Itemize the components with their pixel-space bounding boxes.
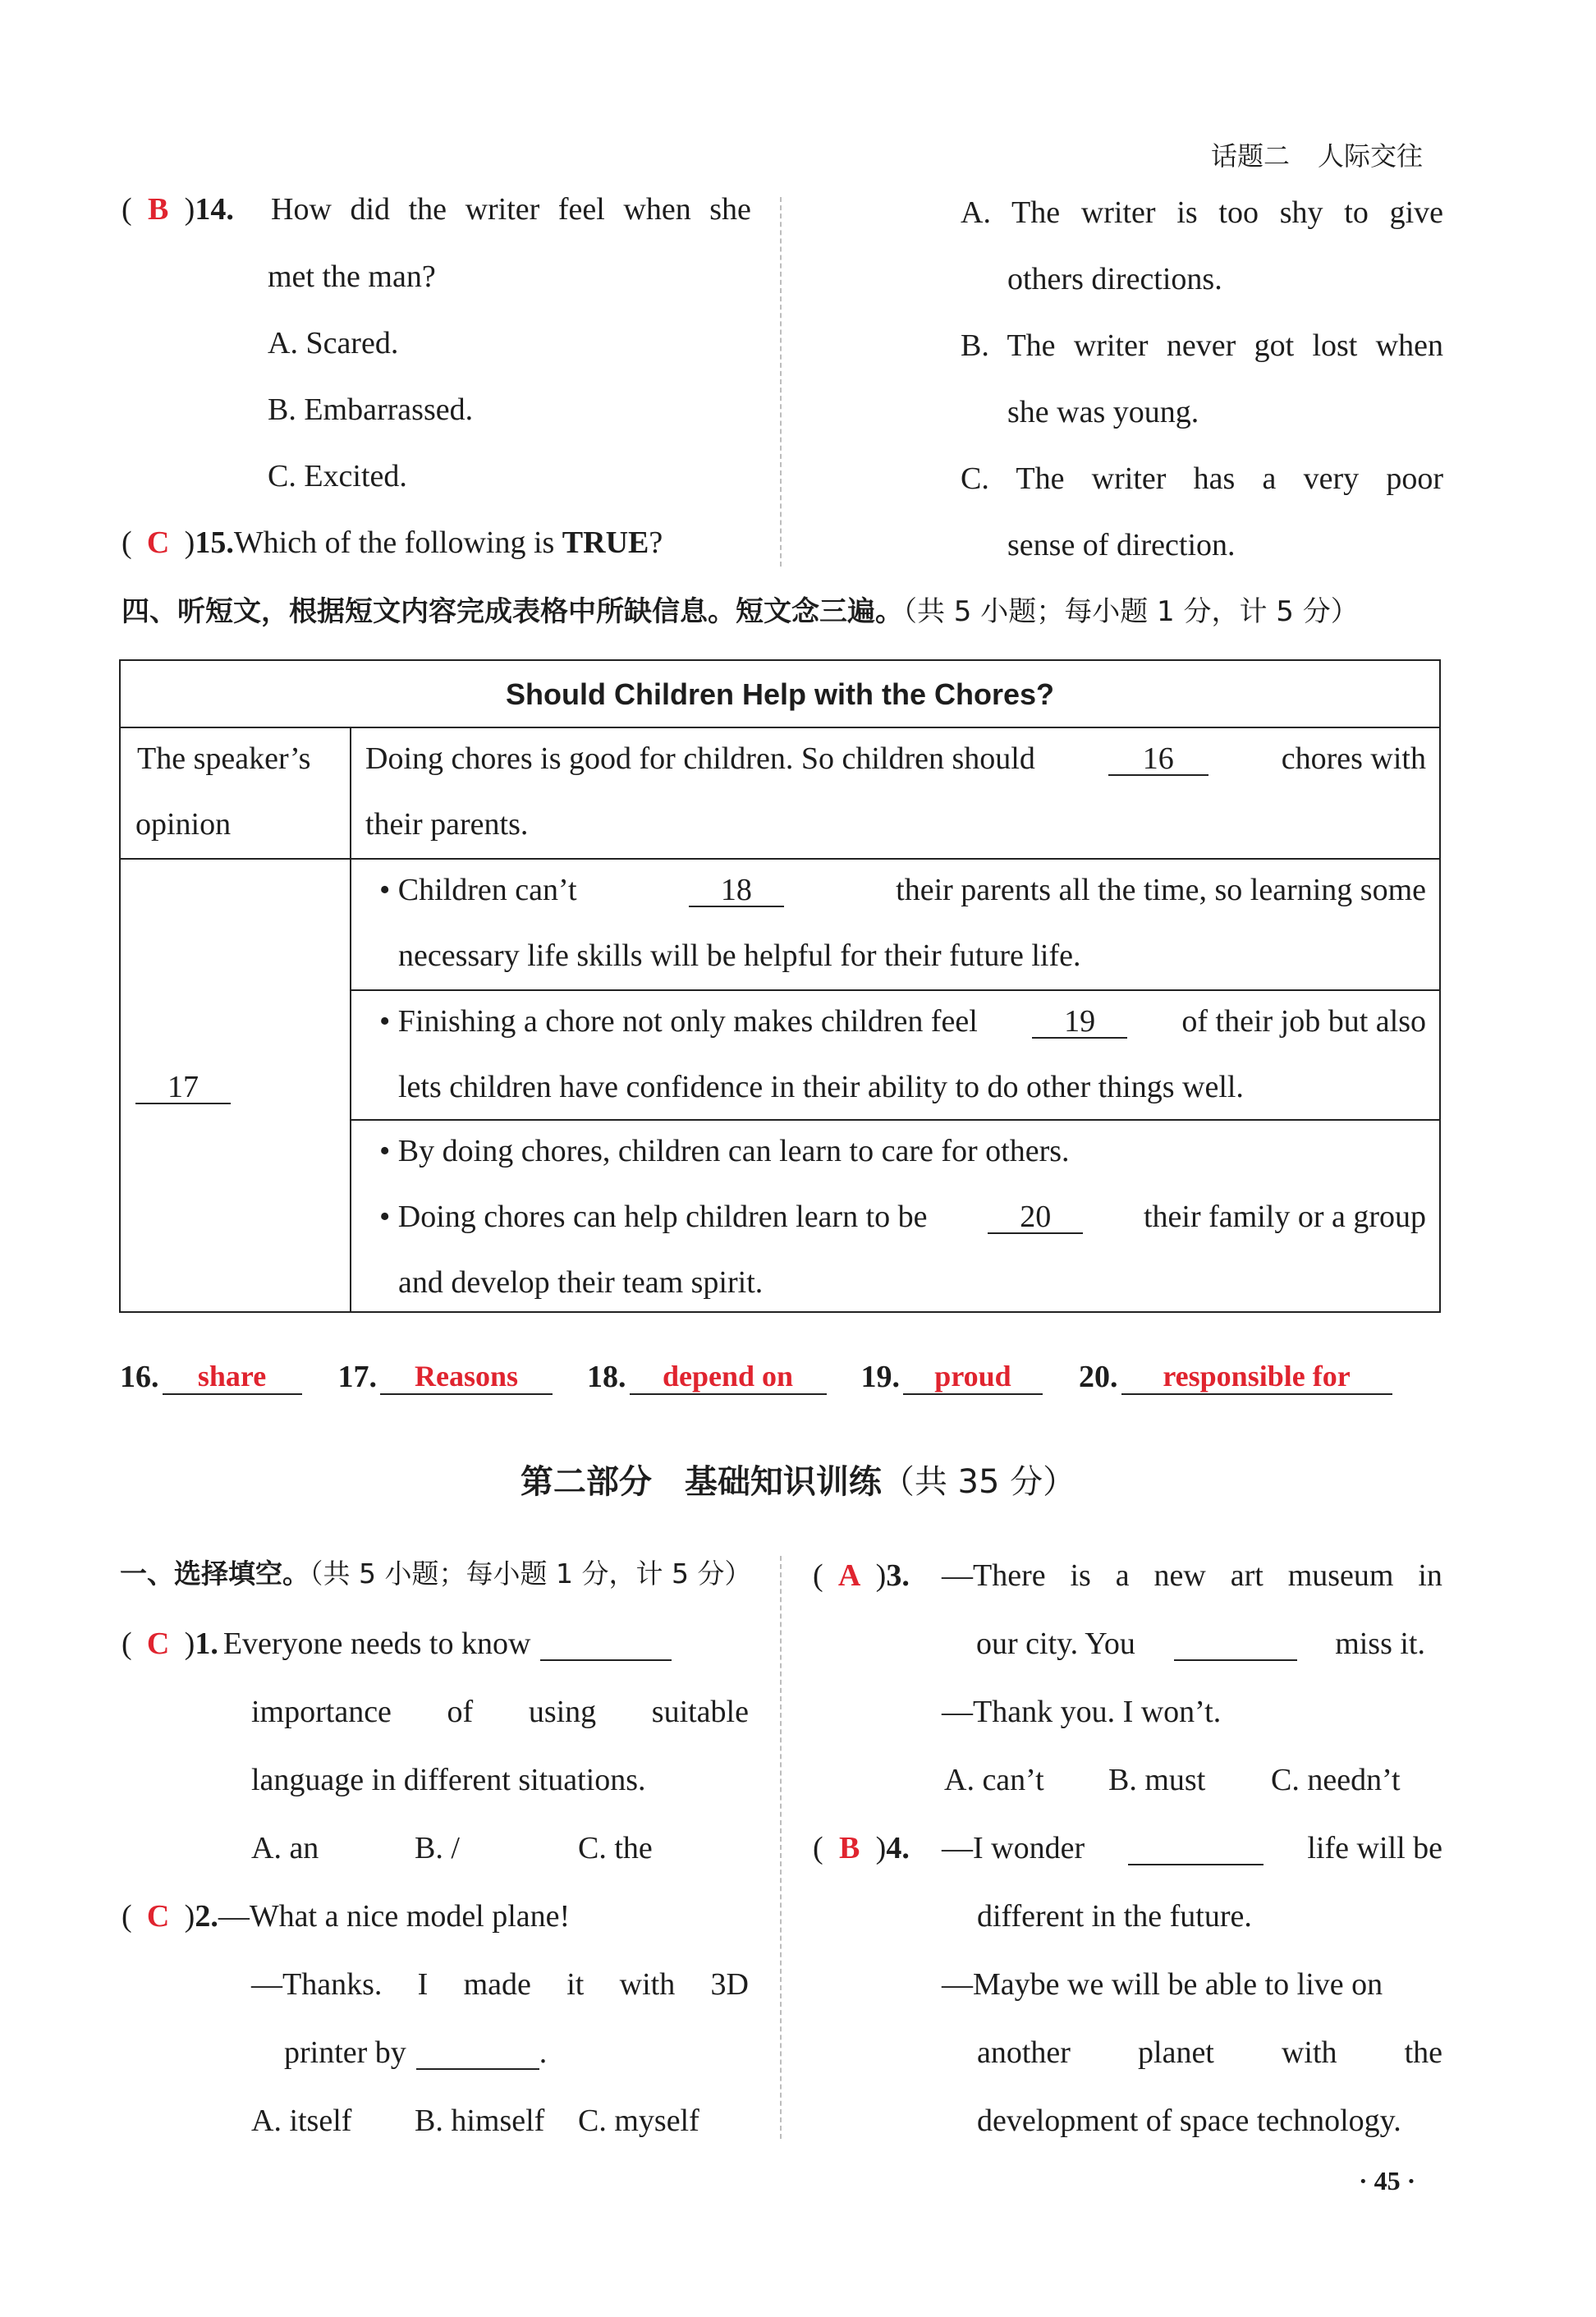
table-title: Should Children Help with the Chores? xyxy=(505,677,1054,711)
running-header xyxy=(1211,140,1424,172)
q14-stem-line1: How did the writer feel when she xyxy=(271,192,751,227)
q3-option-c: C. needn’t xyxy=(1271,1763,1401,1797)
q15-option-a-line2: others directions. xyxy=(1007,262,1222,296)
q15-option-b-line2: she was young. xyxy=(1007,395,1199,429)
q1-line3: language in different situations. xyxy=(251,1763,646,1797)
reason3-line2: • Doing chores can help children learn to be 20 their family or a group xyxy=(379,1200,1426,1234)
q2-option-c: C. myself xyxy=(578,2104,699,2138)
blank-16: 16 xyxy=(1108,743,1208,776)
q4-line2: different in the future. xyxy=(977,1899,1252,1934)
q3-line1: —There is a new art museum in xyxy=(942,1558,1442,1593)
answer-3: A xyxy=(837,1558,861,1593)
answer-19: proud xyxy=(903,1359,1043,1395)
q1-option-b: B. / xyxy=(415,1831,460,1865)
answer-17: Reasons xyxy=(380,1359,553,1395)
answer-20: responsible for xyxy=(1121,1359,1392,1395)
column-divider-top xyxy=(780,197,782,567)
q15-option-b-line1: B. The writer never got lost when xyxy=(961,328,1443,363)
question-14: ( B )14. xyxy=(122,192,234,227)
answer-1: C xyxy=(146,1626,170,1661)
q4-line1: —I wonder life will be xyxy=(942,1831,1442,1865)
table-rule xyxy=(121,858,1439,860)
q15-option-c-line1: C. The writer has a very poor xyxy=(961,461,1443,496)
opinion-label-line2: opinion xyxy=(135,807,232,842)
reason2-line2: lets children have confidence in their ability to do other things well. xyxy=(398,1070,1244,1104)
blank-17: 17 xyxy=(135,1071,231,1104)
blank-18: 18 xyxy=(689,874,784,907)
answer-16: share xyxy=(163,1359,302,1395)
q1-option-c: C. the xyxy=(578,1831,653,1865)
q2-option-b: B. himself xyxy=(415,2104,545,2138)
q4-blank xyxy=(1128,1833,1264,1865)
chores-table xyxy=(119,659,1441,1313)
q2-line2: —Thanks. I made it with 3D xyxy=(251,1967,749,2002)
opinion-text-line2: their parents. xyxy=(365,807,529,842)
table-rule xyxy=(121,727,1439,728)
q14-option-a: A. Scared. xyxy=(268,326,399,360)
q3-option-a: A. can’t xyxy=(944,1763,1044,1797)
blank-19: 19 xyxy=(1032,1006,1127,1039)
table-rule xyxy=(350,727,351,1311)
q2-blank xyxy=(416,2037,539,2070)
reason1-line1: • Children can’t 18 their parents all the time, so learning some xyxy=(379,873,1426,907)
blank-20: 20 xyxy=(988,1201,1083,1234)
q3-line2: our city. You miss it. xyxy=(976,1626,1425,1661)
question-15: ( C )15.Which of the following is TRUE? xyxy=(122,525,663,560)
q1-line2: importance of using suitable xyxy=(251,1695,749,1729)
q2-option-a: A. itself xyxy=(251,2104,352,2138)
question-1: ( C )1. Everyone needs to know xyxy=(122,1628,672,1661)
reasons-label xyxy=(135,1071,231,1104)
column-divider-bottom xyxy=(780,1556,782,2139)
answer-key: 16. share 17. Reasons 18. depend on 19. proud 20. responsible for xyxy=(120,1359,1458,1395)
answer-18: depend on xyxy=(630,1359,827,1395)
reason2-line1: • Finishing a chore not only makes children feel 19 of their job but also xyxy=(379,1004,1426,1039)
header-topic: 话题二 xyxy=(1211,140,1291,172)
q14-option-b: B. Embarrassed. xyxy=(268,392,474,427)
q2-line3: printer by . xyxy=(284,2035,548,2070)
table-rule xyxy=(350,989,1439,991)
question-3: ( A )3. xyxy=(813,1558,910,1593)
q14-stem-line2: met the man? xyxy=(268,259,436,294)
opinion-label-line1: The speaker’s xyxy=(137,741,311,776)
q4-line5: development of space technology. xyxy=(977,2104,1401,2138)
q15-option-a-line1: A. The writer is too shy to give xyxy=(961,195,1443,230)
part2-title: 第二部分 基础知识训练（共 35 分） xyxy=(520,1463,1076,1501)
q3-option-b: B. must xyxy=(1108,1763,1206,1797)
answer-4: B xyxy=(838,1831,860,1865)
answer-15: C xyxy=(146,525,170,560)
q15-option-c-line2: sense of direction. xyxy=(1007,528,1236,562)
q1-blank xyxy=(540,1628,672,1661)
q3-blank xyxy=(1174,1628,1297,1661)
table-rule xyxy=(350,1119,1439,1121)
q3-line3: —Thank you. I won’t. xyxy=(942,1695,1222,1729)
reason1-line2: necessary life skills will be helpful for their future life. xyxy=(398,938,1081,973)
answer-14: B xyxy=(147,192,169,227)
section4-heading: 四、听短文，根据短文内容完成表格中所缺信息。短文念三遍。（共 5 小题；每小题 1 分，计 5 分） xyxy=(122,595,1359,628)
q4-line4: another planet with the xyxy=(977,2035,1442,2070)
opinion-text-line1: Doing chores is good for children. So children should 16 chores with xyxy=(365,741,1426,776)
q14-option-c: C. Excited. xyxy=(268,459,407,493)
header-section: 人际交往 xyxy=(1318,140,1424,172)
question-2: ( C )2.—What a nice model plane! xyxy=(122,1899,571,1934)
question-4: ( B )4. xyxy=(813,1831,910,1865)
sub1-heading: 一、选择填空。（共 5 小题；每小题 1 分，计 5 分） xyxy=(120,1558,752,1590)
reason3-line1: • By doing chores, children can learn to care for others. xyxy=(379,1134,1070,1168)
page-number: · 45 · xyxy=(1359,2166,1416,2195)
answer-2: C xyxy=(146,1899,170,1934)
reason3-line3: and develop their team spirit. xyxy=(398,1265,764,1300)
q4-line3: —Maybe we will be able to live on xyxy=(942,1967,1383,2002)
q1-option-a: A. an xyxy=(251,1831,319,1865)
